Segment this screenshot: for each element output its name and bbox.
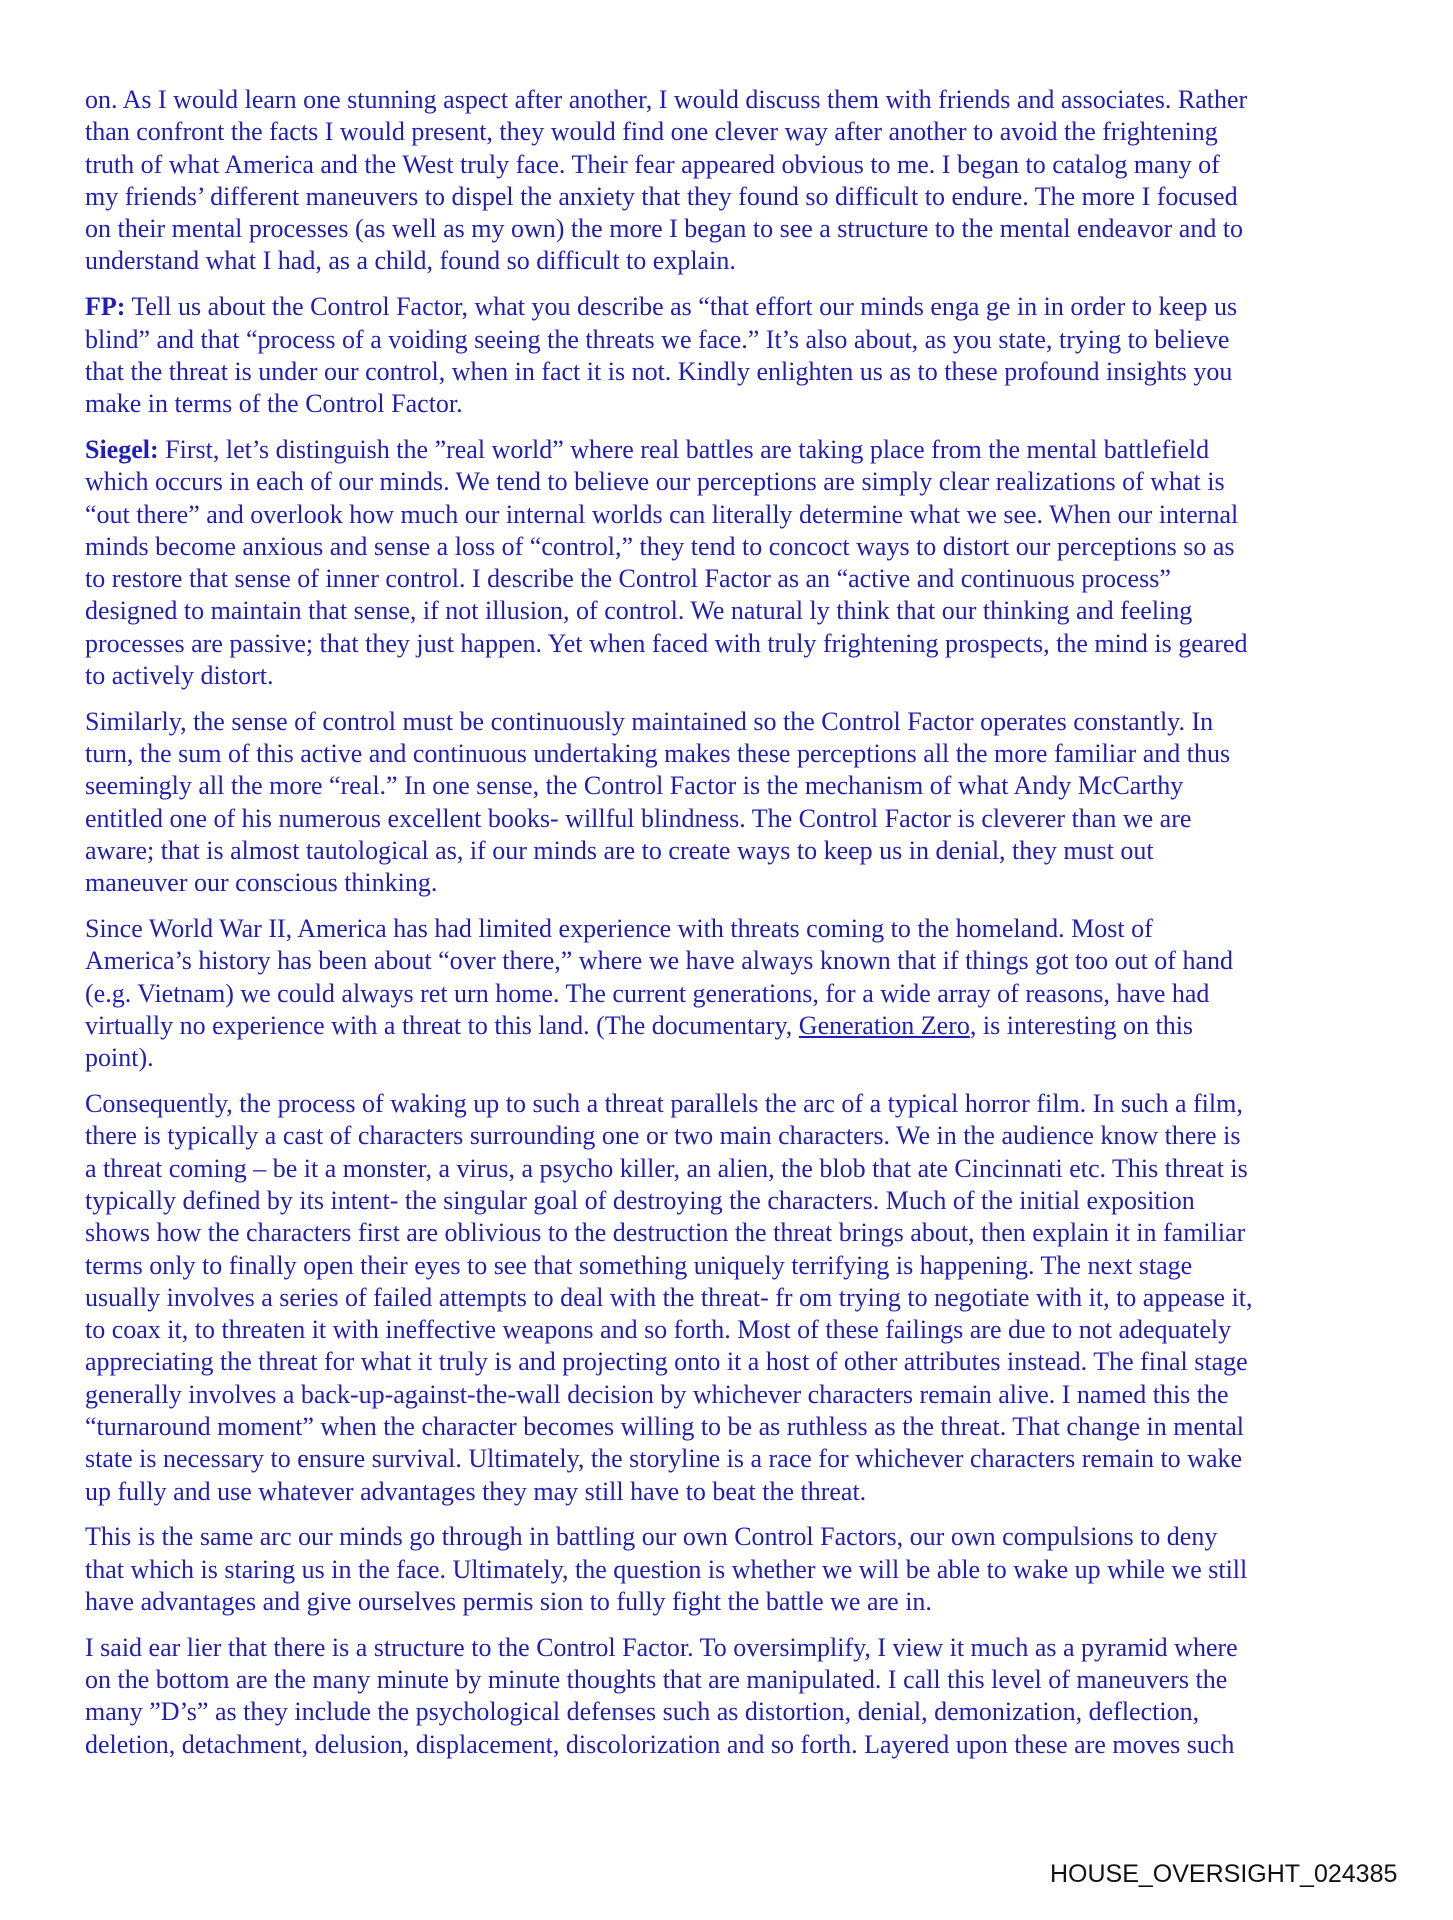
text-line <box>85 1346 1375 1378</box>
text-line <box>85 945 1375 977</box>
line-text: than confront the facts I would present, they would find one clever way after another to avoid the frightening <box>85 117 1218 147</box>
line-text: (e.g. Vietnam) we could always ret urn home. The current generations, for a wide array of reasons, have had <box>85 978 1210 1008</box>
text-line <box>85 499 1375 531</box>
paragraph <box>85 913 1375 1074</box>
bates-number: HOUSE_OVERSIGHT_024385 <box>1050 1860 1398 1888</box>
line-text: that the threat is under our control, when in fact it is not. Kindly enlighten us as to these profound insights you <box>85 356 1233 386</box>
text-line <box>85 116 1375 148</box>
text-line <box>85 1729 1375 1761</box>
text-line <box>85 913 1375 945</box>
line-text: shows how the characters first are oblivious to the destruction the threat brings about, then explain it in familiar <box>85 1218 1246 1248</box>
text-line <box>85 1521 1375 1553</box>
line-text: typically defined by its intent- the singular goal of destroying the characters. Much of the initial exposition <box>85 1186 1195 1215</box>
text-line <box>85 706 1375 738</box>
text-line <box>85 1250 1375 1282</box>
text-line <box>85 1217 1375 1249</box>
line-text: appreciating the threat for what it truly is and projecting onto it a host of other attributes instead. The final stage <box>85 1347 1248 1377</box>
text-line <box>85 563 1375 595</box>
text-line <box>85 660 1375 692</box>
line-text: to coax it, to threaten it with ineffective weapons and so forth. Most of these failings are due to not adequately <box>85 1315 1232 1345</box>
line-text: there is typically a cast of characters surrounding one or two main characters. We in the audience know there is <box>85 1121 1241 1151</box>
paragraph <box>85 434 1375 692</box>
line-text: processes are passive; that they just happen. Yet when faced with truly frightening prospects, the mind is geared <box>85 628 1248 658</box>
text-line <box>85 1476 1375 1508</box>
line-text: on. As I would learn one stunning aspect after another, I would discuss them with friends and associates. Rather <box>85 85 1248 114</box>
text-line <box>85 978 1375 1010</box>
line-text: deletion, detachment, delusion, displacement, discolorization and so forth. Layered upon these are moves such <box>85 1729 1235 1759</box>
line-text: point). <box>85 1043 154 1073</box>
line-text: I said ear lier that there is a structure to the Control Factor. To oversimplify, I view it much as a pyramid where <box>85 1632 1238 1662</box>
paragraph <box>85 1088 1375 1508</box>
line-text: that which is staring us in the face. Ultimately, the question is whether we will be able to wake up while we still <box>85 1554 1248 1584</box>
line-text: Tell us about the Control Factor, what you describe as “that effort our minds enga ge in in order to keep us <box>125 292 1238 322</box>
line-text: terms only to finally open their eyes to see that something uniquely terrifying is happening. The next stage <box>85 1250 1193 1280</box>
line-text: usually involves a series of failed attempts to deal with the threat- fr om trying to negotiate with it, to appease it, <box>85 1282 1253 1312</box>
line-text: designed to maintain that sense, if not illusion, of control. We natural ly think that our thinking and feeling <box>85 596 1193 626</box>
text-line <box>85 1314 1375 1346</box>
line-text: many ”D’s” as they include the psychological defenses such as distortion, denial, demonization, deflection, <box>85 1697 1200 1727</box>
line-text: blind” and that “process of a voiding seeing the threats we face.” It’s also about, as you state, trying to believe <box>85 324 1230 354</box>
line-text: on the bottom are the many minute by minute thoughts that are manipulated. I call this level of maneuvers the <box>85 1665 1228 1695</box>
line-text: Consequently, the process of waking up to such a threat parallels the arc of a typical horror film. In such a film, <box>85 1089 1243 1119</box>
line-text: my friends’ different maneuvers to dispel the anxiety that they found so difficult to endure. The more I focused <box>85 181 1238 211</box>
line-text: truth of what America and the West truly face. Their fear appeared obvious to me. I began to catalog many of <box>85 149 1220 179</box>
text-line <box>85 1554 1375 1586</box>
generation-zero-link[interactable]: Generation Zero <box>798 1011 970 1041</box>
text-line <box>85 835 1375 867</box>
line-text: understand what I had, as a child, found so difficult to explain. <box>85 246 736 276</box>
text-line <box>85 84 1375 116</box>
text-line <box>85 245 1375 277</box>
line-text: “out there” and overlook how much our internal worlds can literally determine what we see. When our internal <box>85 499 1239 529</box>
document-body <box>85 84 1375 1775</box>
line-text: virtually no experience with a threat to this land. (The documentary, <box>85 1011 799 1041</box>
line-text: seemingly all the more “real.” In one sense, the Control Factor is the mechanism of what Andy McCarthy <box>85 771 1184 801</box>
paragraph <box>85 1632 1375 1761</box>
text-line <box>85 1088 1375 1120</box>
text-line <box>85 181 1375 213</box>
text-line <box>85 1185 1375 1217</box>
line-text: First, let’s distinguish the ”real world” where real battles are taking place from the mental battlefield <box>158 434 1210 464</box>
line-text: minds become anxious and sense a loss of “control,” they tend to concoct ways to distort our perceptions so as <box>85 531 1235 561</box>
paragraph <box>85 706 1375 900</box>
text-line <box>85 291 1375 323</box>
text-line <box>85 434 1375 466</box>
text-line <box>85 531 1375 563</box>
text-line <box>85 628 1375 660</box>
paragraph <box>85 291 1375 420</box>
line-text: to restore that sense of inner control. I describe the Control Factor as an “active and continuous process” <box>85 564 1171 594</box>
text-line <box>85 738 1375 770</box>
paragraph <box>85 84 1375 278</box>
text-line <box>85 1120 1375 1152</box>
text-line <box>85 1042 1375 1074</box>
line-text: Since World War II, America has had limited experience with threats coming to the homeland. Most of <box>85 914 1153 944</box>
text-line <box>85 1632 1375 1664</box>
text-line <box>85 388 1375 420</box>
line-text: turn, the sum of this active and continuous undertaking makes these perceptions all the more familiar and thus <box>85 739 1231 769</box>
line-text: state is necessary to ensure survival. Ultimately, the storyline is a race for whichever characters remain to wake <box>85 1444 1243 1474</box>
text-line <box>85 595 1375 627</box>
line-text: up fully and use whatever advantages they may still have to beat the threat. <box>85 1476 867 1506</box>
line-text: a threat coming – be it a monster, a virus, a psycho killer, an alien, the blob that ate Cincinnati etc. This threat is <box>85 1153 1248 1183</box>
text-line <box>85 803 1375 835</box>
text-line <box>85 867 1375 899</box>
text-line <box>85 356 1375 388</box>
text-line <box>85 1379 1375 1411</box>
text-line <box>85 1411 1375 1443</box>
line-text: have advantages and give ourselves permis sion to fully fight the battle we are in. <box>85 1587 932 1617</box>
line-text: which occurs in each of our minds. We tend to believe our perceptions are simply clear realizations of what is <box>85 467 1225 497</box>
line-text: Similarly, the sense of control must be continuously maintained so the Control Factor operates constantly. In <box>85 706 1214 736</box>
line-text: to actively distort. <box>85 661 274 691</box>
text-line <box>85 1664 1375 1696</box>
speaker-label: FP: <box>85 292 126 322</box>
text-line <box>85 770 1375 802</box>
text-line <box>85 1696 1375 1728</box>
line-text: make in terms of the Control Factor. <box>85 389 463 419</box>
text-line <box>85 1010 1375 1042</box>
paragraph <box>85 1521 1375 1618</box>
line-text: “turnaround moment” when the character becomes willing to be as ruthless as the threat. That change in mental <box>85 1412 1245 1442</box>
line-text: entitled one of his numerous excellent books- willful blindness. The Control Factor is cleverer than we are <box>85 803 1192 833</box>
text-line <box>85 1586 1375 1618</box>
text-line <box>85 1282 1375 1314</box>
line-text: , is interesting on this <box>969 1011 1194 1041</box>
speaker-label: Siegel: <box>85 434 159 464</box>
text-line <box>85 213 1375 245</box>
line-text: on their mental processes (as well as my own) the more I began to see a structure to the mental endeavor and to <box>85 214 1244 244</box>
text-line <box>85 1443 1375 1475</box>
text-line <box>85 324 1375 356</box>
line-text: aware; that is almost tautological as, if our minds are to create ways to keep us in denial, they must out <box>85 836 1154 866</box>
line-text: America’s history has been about “over there,” where we have always known that if things got too out of hand <box>85 946 1233 976</box>
text-line <box>85 466 1375 498</box>
line-text: maneuver our conscious thinking. <box>85 868 438 898</box>
text-line <box>85 1153 1375 1185</box>
text-line <box>85 149 1375 181</box>
line-text: This is the same arc our minds go through in battling our own Control Factors, our own compulsions to deny <box>85 1522 1218 1552</box>
line-text: generally involves a back-up-against-the-wall decision by whichever characters remain alive. I named this the <box>85 1379 1229 1409</box>
